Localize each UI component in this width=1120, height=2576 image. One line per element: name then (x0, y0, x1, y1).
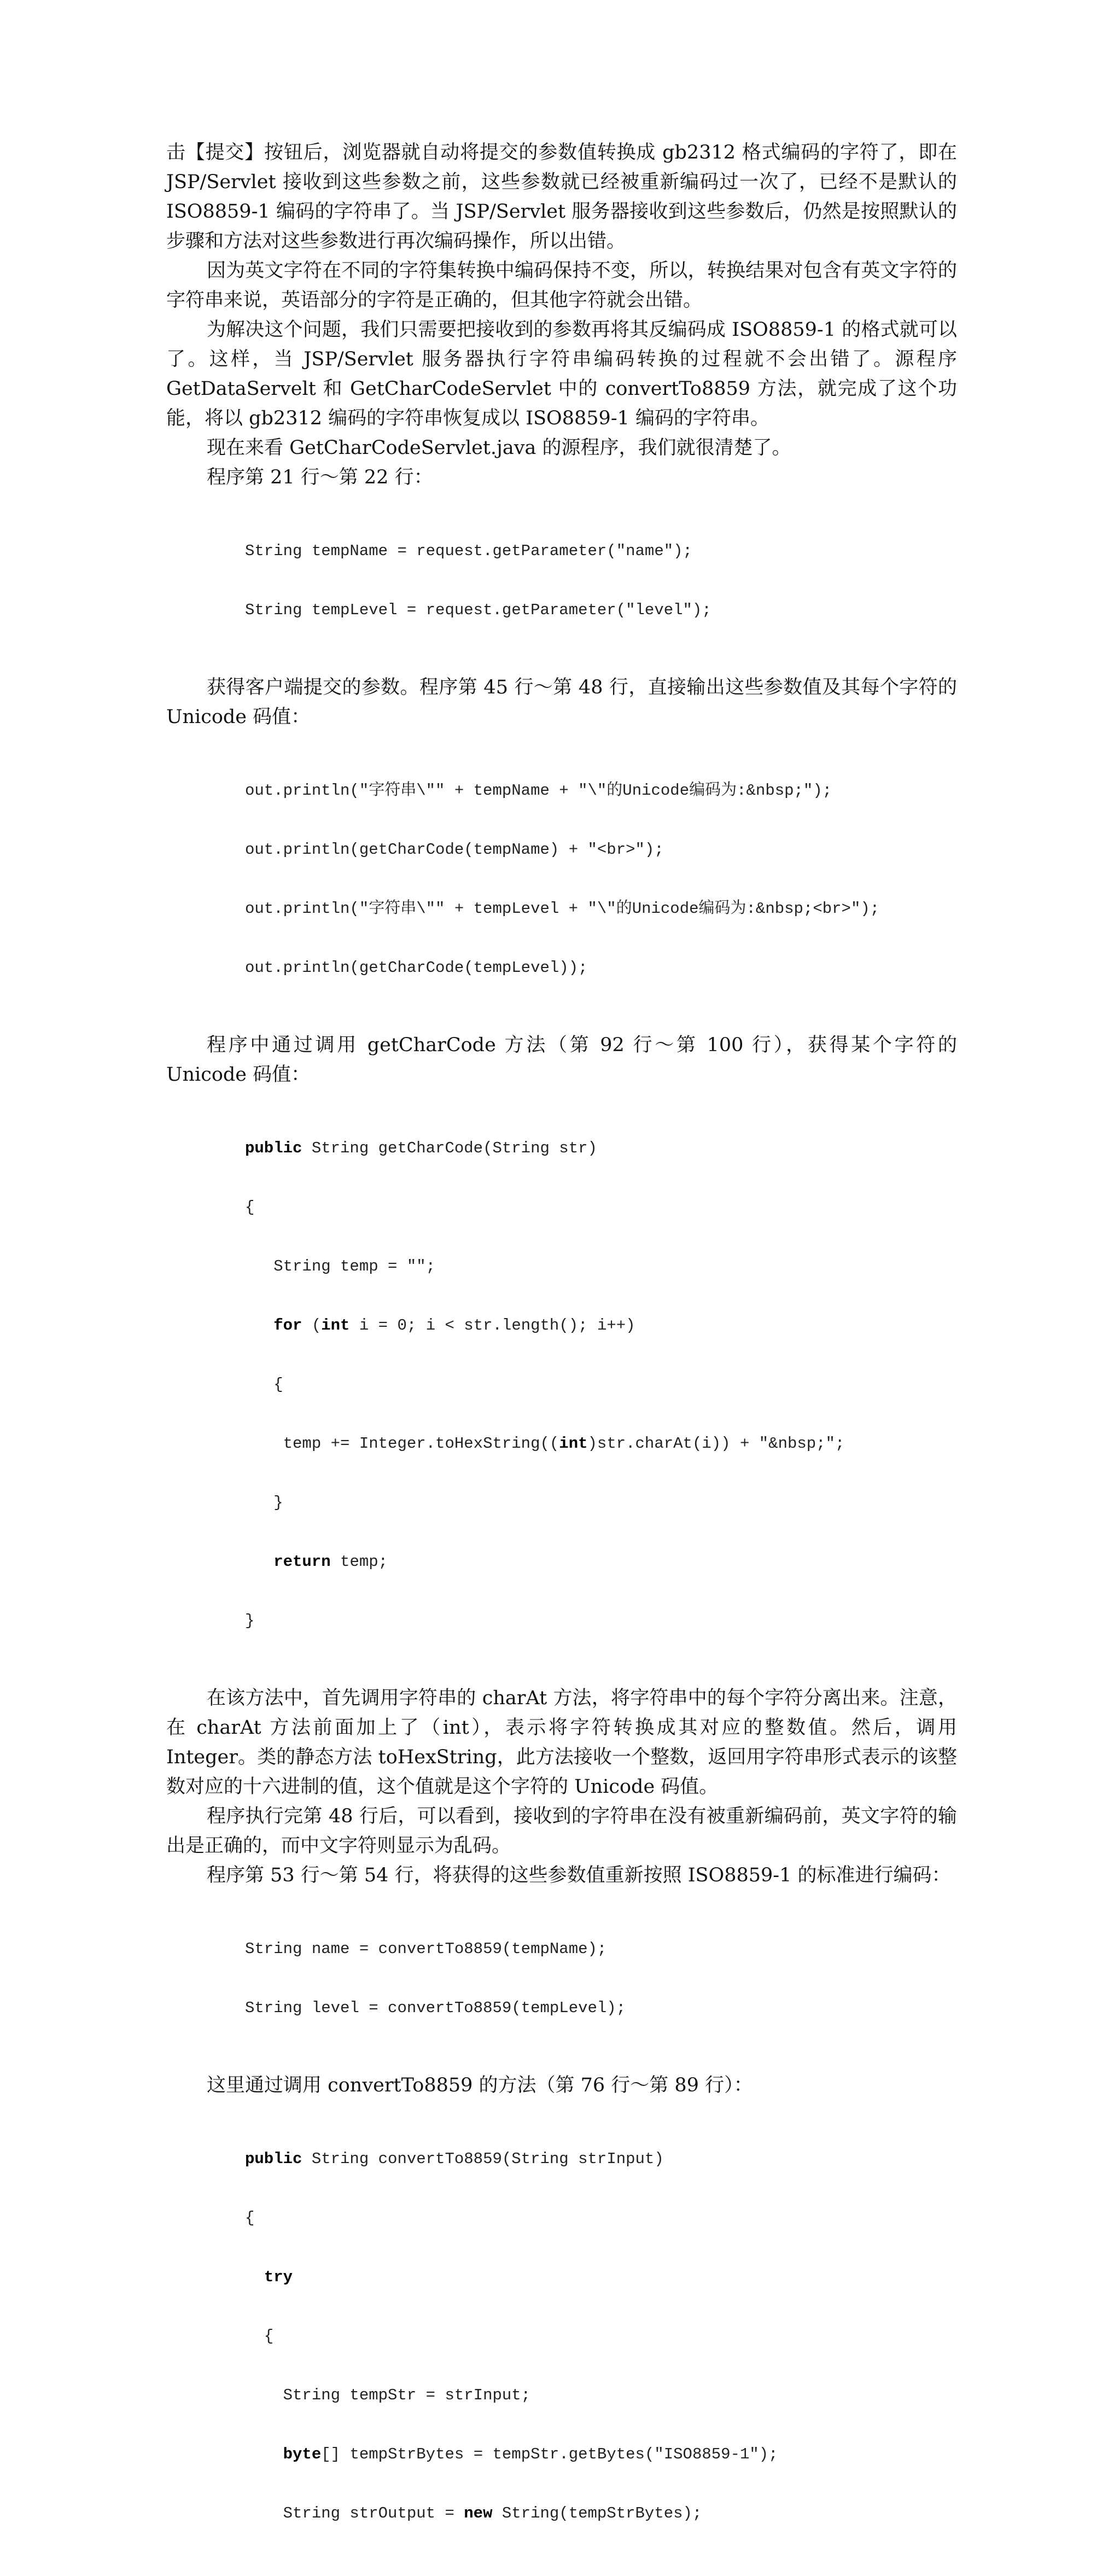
code-text (245, 2445, 283, 2463)
code-text: temp += Integer.toHexString(( (245, 1435, 559, 1453)
code-keyword: new (464, 2504, 493, 2522)
code-block-get-char-code-method (166, 1099, 957, 1670)
code-line: String temp = ""; (245, 1257, 436, 1275)
code-line: String tempLevel = request.getParameter("level"); (245, 601, 711, 619)
code-line (245, 1139, 957, 1158)
code-line: } (245, 1494, 283, 1512)
paragraph-source-intro: 现在来看 GetCharCodeServlet.java 的源程序，我们就很清楚了。 (207, 437, 791, 459)
code-text: i = 0; i < str.length(); i++) (349, 1316, 635, 1334)
paragraph-convert-method: 这里通过调用 convertTo8859 的方法（第 76 行～第 89 行）： (207, 2074, 753, 2096)
code-line (245, 2268, 957, 2287)
paragraph-char-at-explanation: 在该方法中，首先调用字符串的 charAt 方法，将字符串中的每个字符分离出来。注意，在 charAt 方法前面加上了（int），表示将字符转换成其对应的整数值。然后，调用 Integer。类的静态方法 toHexString，此方法接收一个整数，返回用字符串形式表示的该整数对应的十六进制的值，这个值就是这个字符的 Unicode 码值。 (166, 1687, 964, 1798)
paragraph-solution: 为解决这个问题，我们只需要把接收到的参数再将其反编码成 ISO8859-1 的格式就可以了。这样，当 JSP/Servlet 服务器执行字符串编码转换的过程就不会出错了。源程序 GetDataServelt 和 GetCharCodeServlet 中的 convertTo8859 方法，就完成了这个功能，将以 gb2312 编码的字符串恢复成以 ISO8859-1 编码的字符串。 (166, 319, 964, 429)
code-line: { (245, 2209, 255, 2227)
code-line: String tempName = request.getParameter("name"); (245, 542, 692, 560)
code-line (245, 2149, 957, 2169)
paragraph-submit-encoding: 击【提交】按钮后，浏览器就自动将提交的参数值转换成 gb2312 格式编码的字符了，即在 JSP/Servlet 接收到这些参数之前，这些参数就已经被重新编码过一次了，已经不是默认的 ISO8859-1 编码的字符串了。当 JSP/Servlet 服务器接收到这些参数后，仍然是按照默认的步骤和方法对这些参数进行再次编码操作，所以出错。 (166, 142, 964, 252)
code-keyword: int (321, 1316, 350, 1334)
paragraph-line-48-result: 程序执行完第 48 行后，可以看到，接收到的字符串在没有被重新编码前，英文字符的输出是正确的，而中文字符则显示为乱码。 (166, 1805, 957, 1857)
code-line (245, 1316, 957, 1336)
code-keyword: public (245, 1139, 302, 1157)
code-keyword: public (245, 2150, 302, 2168)
code-text (245, 1316, 273, 1334)
code-line: { (245, 1198, 255, 1216)
code-line: out.println("字符串\"" + tempLevel + "\"的Unicode编码为:&nbsp;<br>"); (245, 900, 880, 918)
code-line: { (245, 2327, 274, 2345)
code-text: String convertTo8859(String strInput) (302, 2150, 664, 2168)
code-block-println (166, 742, 957, 1017)
code-line: { (245, 1376, 283, 1394)
paragraph-english-chars: 因为英文字符在不同的字符集转换中编码保持不变，所以，转换结果对包含有英文字符的字符串来说，英语部分的字符是正确的，但其他字符就会出错。 (166, 260, 957, 311)
code-block-convert-to-8859-method (166, 2110, 957, 2563)
code-text: ( (302, 1316, 322, 1334)
code-line: String tempStr = strInput; (245, 2386, 531, 2404)
code-text: String(tempStrBytes); (492, 2504, 702, 2522)
code-block-get-parameters (166, 502, 957, 660)
code-text: [] tempStrBytes = tempStr.getBytes("ISO8859-1"); (321, 2445, 778, 2463)
code-line: out.println(getCharCode(tempName) + "<br>"); (245, 841, 664, 859)
document-body (166, 138, 964, 2576)
code-text: )str.charAt(i)) + "&nbsp;"; (587, 1435, 845, 1453)
code-line: String level = convertTo8859(tempLevel); (245, 1999, 626, 2017)
code-line (245, 1552, 957, 1572)
code-line: } (245, 1612, 255, 1630)
code-text (245, 1553, 273, 1571)
code-text (245, 2268, 264, 2286)
paragraph-lines-53-54: 程序第 53 行～第 54 行，将获得的这些参数值重新按照 ISO8859-1 的标准进行编码： (207, 1864, 951, 1886)
code-line: out.println("字符串\"" + tempName + "\"的Unicode编码为:&nbsp;"); (245, 782, 832, 800)
code-keyword: byte (283, 2445, 322, 2463)
code-keyword: int (559, 1435, 588, 1453)
code-block-convert-calls (166, 1900, 957, 2058)
paragraph-lines-21-22: 程序第 21 行～第 22 行： (207, 467, 433, 488)
code-line (245, 2445, 957, 2464)
code-line (245, 1434, 957, 1454)
code-text: temp; (330, 1553, 388, 1571)
code-keyword: return (273, 1553, 331, 1571)
paragraph-lines-45-48: 获得客户端提交的参数。程序第 45 行～第 48 行，直接输出这些参数值及其每个字符的 Unicode 码值： (166, 677, 964, 728)
code-line (245, 2504, 957, 2523)
code-text: String strOutput = (245, 2504, 464, 2522)
paragraph-get-char-code: 程序中通过调用 getCharCode 方法（第 92 行～第 100 行），获得某个字符的 Unicode 码值： (166, 1034, 964, 1086)
code-line: out.println(getCharCode(tempLevel)); (245, 959, 588, 977)
code-keyword: for (273, 1316, 302, 1334)
code-line: String name = convertTo8859(tempName); (245, 1940, 607, 1958)
code-keyword: try (264, 2268, 293, 2286)
code-text: String getCharCode(String str) (302, 1139, 597, 1157)
